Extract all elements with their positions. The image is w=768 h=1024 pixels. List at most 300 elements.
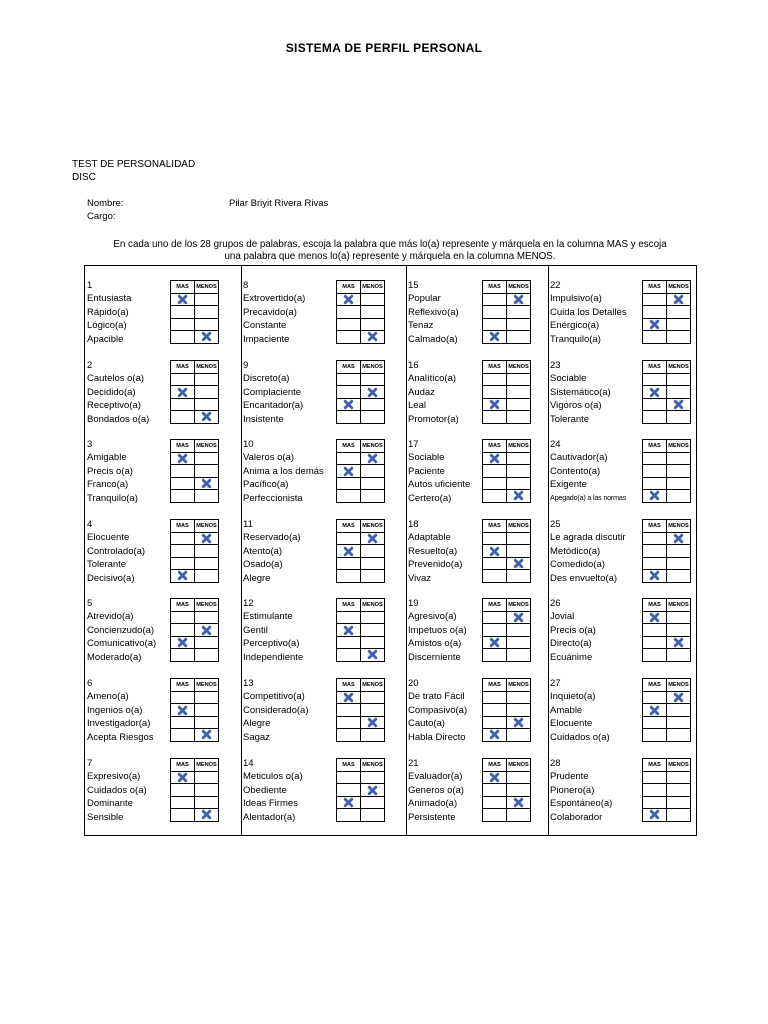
trait-word: Leal — [408, 400, 426, 411]
menos-checkbox[interactable] — [195, 306, 219, 318]
mas-checkbox[interactable] — [643, 704, 667, 716]
mas-checkbox[interactable] — [171, 716, 195, 728]
menos-checkbox[interactable] — [667, 533, 691, 545]
mas-checkbox[interactable] — [643, 318, 667, 330]
x-mark-icon — [489, 453, 500, 464]
mas-checkbox[interactable] — [337, 809, 361, 821]
menos-checkbox[interactable] — [195, 386, 219, 398]
menos-checkbox[interactable] — [667, 465, 691, 477]
mas-checkbox[interactable] — [171, 649, 195, 661]
mas-checkbox[interactable] — [483, 716, 507, 728]
mas-checkbox[interactable] — [171, 386, 195, 398]
mas-checkbox[interactable] — [483, 796, 507, 808]
trait-word: Colaborador — [550, 811, 603, 823]
trait-word: Prevenido(a) — [408, 559, 463, 570]
mas-checkbox[interactable] — [643, 692, 667, 704]
menos-checkbox[interactable] — [507, 331, 531, 343]
menos-checkbox[interactable] — [667, 453, 691, 465]
menos-checkbox[interactable] — [195, 533, 219, 545]
menos-checkbox[interactable] — [195, 729, 219, 741]
test-subtitle: DISC — [72, 172, 96, 183]
mas-checkbox[interactable] — [337, 386, 361, 398]
trait-word: Amistos o(a) — [408, 638, 462, 649]
x-mark-icon — [367, 533, 378, 544]
menos-checkbox[interactable] — [507, 386, 531, 398]
mas-checkbox[interactable] — [171, 331, 195, 343]
mas-checkbox[interactable] — [337, 465, 361, 477]
x-mark-icon — [489, 546, 500, 557]
mas-checkbox[interactable] — [643, 453, 667, 465]
menos-checkbox[interactable] — [361, 729, 385, 741]
mas-checkbox[interactable] — [171, 453, 195, 465]
menos-checkbox[interactable] — [507, 557, 531, 569]
mas-checkbox[interactable] — [337, 533, 361, 545]
menos-checkbox[interactable] — [667, 306, 691, 318]
mas-checkbox[interactable] — [483, 784, 507, 796]
menos-checkbox[interactable] — [507, 796, 531, 808]
mas-checkbox[interactable] — [483, 453, 507, 465]
word-group — [406, 584, 551, 664]
trait-word: Concienzudo(a) — [87, 624, 155, 636]
mas-checkbox[interactable] — [337, 490, 361, 502]
menos-checkbox[interactable] — [667, 557, 691, 569]
mas-checkbox[interactable] — [171, 477, 195, 489]
menos-checkbox[interactable] — [507, 772, 531, 784]
trait-word: Bondados o(a) — [87, 413, 150, 425]
trait-word: Analítico(a) — [408, 373, 457, 384]
mas-checkbox[interactable] — [337, 477, 361, 489]
mas-checkbox[interactable] — [483, 636, 507, 648]
trait-word: Compasivo(a) — [408, 704, 468, 716]
position-label: Cargo: — [87, 211, 116, 222]
x-mark-icon — [177, 637, 188, 648]
mas-checkbox[interactable] — [171, 545, 195, 557]
menos-checkbox[interactable] — [361, 545, 385, 557]
x-mark-icon — [673, 637, 684, 648]
mas-checkbox[interactable] — [643, 490, 667, 502]
mas-checkbox[interactable] — [337, 374, 361, 386]
menos-checkbox[interactable] — [361, 704, 385, 716]
mas-checkbox[interactable] — [483, 294, 507, 306]
mas-checkbox[interactable] — [643, 636, 667, 648]
trait-word: Sistemático(a) — [550, 386, 611, 398]
mas-checkbox[interactable] — [171, 729, 195, 741]
menos-checkbox[interactable] — [195, 692, 219, 704]
menos-checkbox[interactable] — [361, 386, 385, 398]
menos-checkbox[interactable] — [667, 294, 691, 306]
mas-checkbox[interactable] — [483, 331, 507, 343]
menos-checkbox[interactable] — [667, 649, 691, 661]
menos-checkbox[interactable] — [507, 318, 531, 330]
mas-checkbox[interactable] — [171, 612, 195, 624]
menos-header: MENOS — [507, 440, 531, 453]
menos-checkbox[interactable] — [195, 411, 219, 423]
menos-header: MENOS — [667, 759, 691, 772]
menos-checkbox[interactable] — [507, 533, 531, 545]
menos-checkbox[interactable] — [507, 570, 531, 582]
mas-checkbox[interactable] — [483, 411, 507, 423]
trait-word: Elocuente — [87, 532, 130, 543]
mas-checkbox[interactable] — [337, 411, 361, 423]
mas-checkbox[interactable] — [643, 729, 667, 741]
word-group — [241, 505, 386, 585]
menos-checkbox[interactable] — [507, 306, 531, 318]
mas-checkbox[interactable] — [171, 490, 195, 502]
menos-checkbox[interactable] — [195, 612, 219, 624]
mas-checkbox[interactable] — [483, 624, 507, 636]
mas-checkbox[interactable] — [483, 465, 507, 477]
menos-checkbox[interactable] — [507, 784, 531, 796]
mas-checkbox[interactable] — [171, 784, 195, 796]
mas-checkbox[interactable] — [483, 570, 507, 582]
mas-checkbox[interactable] — [643, 374, 667, 386]
mas-checkbox[interactable] — [171, 624, 195, 636]
menos-checkbox[interactable] — [667, 398, 691, 410]
mas-menos-table — [642, 519, 694, 583]
group-number: 13 — [243, 678, 254, 689]
mas-checkbox[interactable] — [643, 398, 667, 410]
menos-checkbox[interactable] — [507, 636, 531, 648]
mas-checkbox[interactable] — [171, 533, 195, 545]
menos-checkbox[interactable] — [361, 318, 385, 330]
menos-checkbox[interactable] — [361, 374, 385, 386]
trait-word: Contento(a) — [550, 465, 601, 477]
menos-checkbox[interactable] — [195, 318, 219, 330]
menos-checkbox[interactable] — [667, 318, 691, 330]
trait-word: Complaciente — [243, 386, 302, 398]
trait-word: Estimulante — [243, 611, 293, 622]
menos-checkbox[interactable] — [361, 716, 385, 728]
menos-checkbox[interactable] — [361, 465, 385, 477]
menos-header: MENOS — [361, 281, 385, 294]
menos-checkbox[interactable] — [507, 612, 531, 624]
mas-checkbox[interactable] — [643, 570, 667, 582]
menos-checkbox[interactable] — [667, 772, 691, 784]
menos-checkbox[interactable] — [667, 704, 691, 716]
menos-checkbox[interactable] — [361, 490, 385, 502]
mas-checkbox[interactable] — [337, 570, 361, 582]
group-number: 8 — [243, 280, 249, 291]
mas-checkbox[interactable] — [337, 636, 361, 648]
menos-checkbox[interactable] — [507, 716, 531, 728]
mas-checkbox[interactable] — [483, 729, 507, 741]
menos-checkbox[interactable] — [361, 649, 385, 661]
menos-checkbox[interactable] — [667, 386, 691, 398]
mas-checkbox[interactable] — [483, 545, 507, 557]
menos-checkbox[interactable] — [507, 624, 531, 636]
mas-checkbox[interactable] — [337, 716, 361, 728]
mas-checkbox[interactable] — [337, 624, 361, 636]
menos-checkbox[interactable] — [361, 398, 385, 410]
trait-word: Ingenios o(a) — [87, 704, 143, 716]
x-mark-icon — [367, 717, 378, 728]
menos-checkbox[interactable] — [195, 649, 219, 661]
x-mark-icon — [343, 466, 354, 477]
mas-checkbox[interactable] — [643, 386, 667, 398]
menos-checkbox[interactable] — [195, 374, 219, 386]
mas-checkbox[interactable] — [171, 411, 195, 423]
menos-checkbox[interactable] — [195, 636, 219, 648]
menos-checkbox[interactable] — [195, 796, 219, 808]
menos-checkbox[interactable] — [667, 570, 691, 582]
menos-checkbox[interactable] — [361, 294, 385, 306]
mas-header: MAS — [171, 759, 195, 772]
mas-checkbox[interactable] — [643, 557, 667, 569]
menos-checkbox[interactable] — [507, 545, 531, 557]
mas-menos-table — [482, 519, 534, 583]
mas-checkbox[interactable] — [643, 465, 667, 477]
menos-checkbox[interactable] — [195, 398, 219, 410]
mas-checkbox[interactable] — [483, 649, 507, 661]
mas-header: MAS — [643, 361, 667, 374]
word-group — [85, 266, 230, 346]
menos-checkbox[interactable] — [195, 557, 219, 569]
menos-checkbox[interactable] — [195, 477, 219, 489]
mas-checkbox[interactable] — [483, 477, 507, 489]
menos-checkbox[interactable] — [667, 612, 691, 624]
group-number: 5 — [87, 598, 93, 609]
menos-checkbox[interactable] — [667, 477, 691, 489]
menos-checkbox[interactable] — [361, 570, 385, 582]
menos-checkbox[interactable] — [667, 809, 691, 821]
menos-checkbox[interactable] — [361, 306, 385, 318]
menos-checkbox[interactable] — [195, 570, 219, 582]
menos-checkbox[interactable] — [667, 331, 691, 343]
menos-checkbox[interactable] — [507, 704, 531, 716]
menos-checkbox[interactable] — [361, 411, 385, 423]
trait-word: Ideas Firmes — [243, 798, 298, 809]
trait-word: Precavido(a) — [243, 306, 297, 318]
menos-checkbox[interactable] — [667, 374, 691, 386]
menos-header: MENOS — [667, 281, 691, 294]
menos-checkbox[interactable] — [361, 331, 385, 343]
mas-checkbox[interactable] — [643, 809, 667, 821]
trait-word: Apegado(a) a las normas — [550, 492, 627, 502]
menos-checkbox[interactable] — [667, 411, 691, 423]
group-number: 27 — [550, 678, 561, 689]
mas-header: MAS — [337, 281, 361, 294]
group-number: 6 — [87, 678, 93, 689]
mas-header: MAS — [171, 520, 195, 533]
mas-checkbox[interactable] — [337, 692, 361, 704]
mas-checkbox[interactable] — [337, 772, 361, 784]
menos-checkbox[interactable] — [361, 796, 385, 808]
mas-checkbox[interactable] — [337, 545, 361, 557]
menos-checkbox[interactable] — [667, 636, 691, 648]
trait-word: Obediente — [243, 784, 287, 796]
mas-checkbox[interactable] — [643, 306, 667, 318]
mas-header: MAS — [337, 361, 361, 374]
menos-checkbox[interactable] — [195, 331, 219, 343]
menos-checkbox[interactable] — [195, 784, 219, 796]
menos-checkbox[interactable] — [361, 809, 385, 821]
mas-checkbox[interactable] — [171, 557, 195, 569]
menos-checkbox[interactable] — [507, 477, 531, 489]
mas-checkbox[interactable] — [337, 331, 361, 343]
mas-checkbox[interactable] — [643, 294, 667, 306]
menos-checkbox[interactable] — [507, 649, 531, 661]
mas-checkbox[interactable] — [643, 716, 667, 728]
mas-checkbox[interactable] — [483, 557, 507, 569]
menos-checkbox[interactable] — [507, 729, 531, 741]
mas-checkbox[interactable] — [171, 796, 195, 808]
menos-checkbox[interactable] — [507, 374, 531, 386]
menos-checkbox[interactable] — [507, 465, 531, 477]
mas-checkbox[interactable] — [337, 398, 361, 410]
mas-checkbox[interactable] — [171, 704, 195, 716]
mas-checkbox[interactable] — [643, 477, 667, 489]
mas-checkbox[interactable] — [337, 784, 361, 796]
trait-word: Tranquilo(a) — [87, 492, 138, 504]
mas-checkbox[interactable] — [643, 649, 667, 661]
trait-word: Competitivo(a) — [243, 691, 305, 702]
mas-checkbox[interactable] — [643, 533, 667, 545]
menos-checkbox[interactable] — [507, 411, 531, 423]
mas-checkbox[interactable] — [483, 386, 507, 398]
menos-checkbox[interactable] — [361, 624, 385, 636]
group-number: 20 — [408, 678, 419, 689]
menos-checkbox[interactable] — [361, 692, 385, 704]
mas-checkbox[interactable] — [643, 411, 667, 423]
mas-checkbox[interactable] — [171, 692, 195, 704]
mas-checkbox[interactable] — [643, 772, 667, 784]
mas-checkbox[interactable] — [171, 398, 195, 410]
mas-checkbox[interactable] — [643, 331, 667, 343]
mas-checkbox[interactable] — [483, 374, 507, 386]
menos-checkbox[interactable] — [667, 716, 691, 728]
trait-word: Valeros o(a) — [243, 452, 295, 463]
menos-checkbox[interactable] — [195, 809, 219, 821]
menos-checkbox[interactable] — [667, 545, 691, 557]
mas-checkbox[interactable] — [483, 306, 507, 318]
mas-checkbox[interactable] — [337, 612, 361, 624]
menos-checkbox[interactable] — [195, 490, 219, 502]
menos-checkbox[interactable] — [361, 636, 385, 648]
group-number: 25 — [550, 519, 561, 530]
menos-header: MENOS — [667, 599, 691, 612]
mas-checkbox[interactable] — [171, 306, 195, 318]
mas-checkbox[interactable] — [171, 465, 195, 477]
menos-checkbox[interactable] — [507, 294, 531, 306]
mas-checkbox[interactable] — [483, 318, 507, 330]
menos-checkbox[interactable] — [507, 453, 531, 465]
mas-checkbox[interactable] — [337, 649, 361, 661]
mas-checkbox[interactable] — [171, 294, 195, 306]
trait-word: Perceptivo(a) — [243, 638, 300, 649]
menos-checkbox[interactable] — [361, 453, 385, 465]
word-group — [406, 425, 551, 505]
mas-checkbox[interactable] — [483, 692, 507, 704]
x-mark-icon — [177, 453, 188, 464]
trait-word: Prudente — [550, 771, 589, 782]
mas-checkbox[interactable] — [483, 533, 507, 545]
group-number: 14 — [243, 758, 254, 769]
menos-checkbox[interactable] — [361, 533, 385, 545]
menos-checkbox[interactable] — [667, 490, 691, 502]
mas-checkbox[interactable] — [171, 809, 195, 821]
trait-word: Cautelos o(a) — [87, 373, 145, 384]
menos-checkbox[interactable] — [667, 624, 691, 636]
menos-checkbox[interactable] — [507, 692, 531, 704]
mas-checkbox[interactable] — [483, 809, 507, 821]
mas-header: MAS — [171, 281, 195, 294]
menos-checkbox[interactable] — [507, 809, 531, 821]
menos-checkbox[interactable] — [195, 294, 219, 306]
menos-checkbox[interactable] — [195, 716, 219, 728]
mas-checkbox[interactable] — [171, 636, 195, 648]
menos-checkbox[interactable] — [667, 784, 691, 796]
trait-word: Dominante — [87, 798, 133, 809]
trait-word: Sensible — [87, 811, 124, 823]
mas-checkbox[interactable] — [337, 318, 361, 330]
menos-checkbox[interactable] — [667, 692, 691, 704]
mas-header: MAS — [337, 759, 361, 772]
menos-checkbox[interactable] — [195, 545, 219, 557]
mas-checkbox[interactable] — [643, 624, 667, 636]
x-mark-icon — [201, 478, 212, 489]
menos-checkbox[interactable] — [667, 796, 691, 808]
trait-word: Considerado(a) — [243, 704, 309, 716]
trait-word: Habla Directo — [408, 731, 466, 743]
trait-word: Decidido(a) — [87, 386, 136, 398]
trait-word: Vivaz — [408, 572, 432, 584]
mas-checkbox[interactable] — [483, 612, 507, 624]
mas-checkbox[interactable] — [337, 729, 361, 741]
menos-checkbox[interactable] — [361, 477, 385, 489]
x-mark-icon — [367, 453, 378, 464]
trait-word: Vigoros o(a) — [550, 400, 602, 411]
mas-checkbox[interactable] — [643, 784, 667, 796]
mas-checkbox[interactable] — [643, 545, 667, 557]
mas-checkbox[interactable] — [171, 570, 195, 582]
mas-checkbox[interactable] — [337, 453, 361, 465]
trait-word: Discerniente — [408, 651, 461, 663]
mas-checkbox[interactable] — [337, 796, 361, 808]
menos-checkbox[interactable] — [195, 453, 219, 465]
menos-checkbox[interactable] — [195, 465, 219, 477]
mas-checkbox[interactable] — [643, 612, 667, 624]
mas-checkbox[interactable] — [171, 318, 195, 330]
menos-checkbox[interactable] — [507, 398, 531, 410]
mas-checkbox[interactable] — [171, 772, 195, 784]
mas-checkbox[interactable] — [337, 557, 361, 569]
menos-checkbox[interactable] — [195, 704, 219, 716]
mas-checkbox[interactable] — [483, 772, 507, 784]
mas-checkbox[interactable] — [643, 796, 667, 808]
menos-checkbox[interactable] — [195, 624, 219, 636]
test-heading — [72, 158, 195, 184]
menos-checkbox[interactable] — [361, 557, 385, 569]
mas-checkbox[interactable] — [337, 306, 361, 318]
mas-checkbox[interactable] — [483, 704, 507, 716]
mas-checkbox[interactable] — [483, 490, 507, 502]
menos-header: MENOS — [195, 520, 219, 533]
trait-word: Enérgico(a) — [550, 320, 600, 331]
mas-checkbox[interactable] — [337, 704, 361, 716]
mas-checkbox[interactable] — [171, 374, 195, 386]
menos-checkbox[interactable] — [361, 784, 385, 796]
mas-checkbox[interactable] — [337, 294, 361, 306]
menos-checkbox[interactable] — [667, 729, 691, 741]
trait-word: Acepta Riesgos — [87, 731, 154, 743]
mas-menos-table — [482, 360, 534, 424]
menos-checkbox[interactable] — [361, 612, 385, 624]
mas-checkbox[interactable] — [483, 398, 507, 410]
menos-checkbox[interactable] — [361, 772, 385, 784]
menos-checkbox[interactable] — [507, 490, 531, 502]
trait-word: Encantador(a) — [243, 400, 304, 411]
menos-checkbox[interactable] — [195, 772, 219, 784]
